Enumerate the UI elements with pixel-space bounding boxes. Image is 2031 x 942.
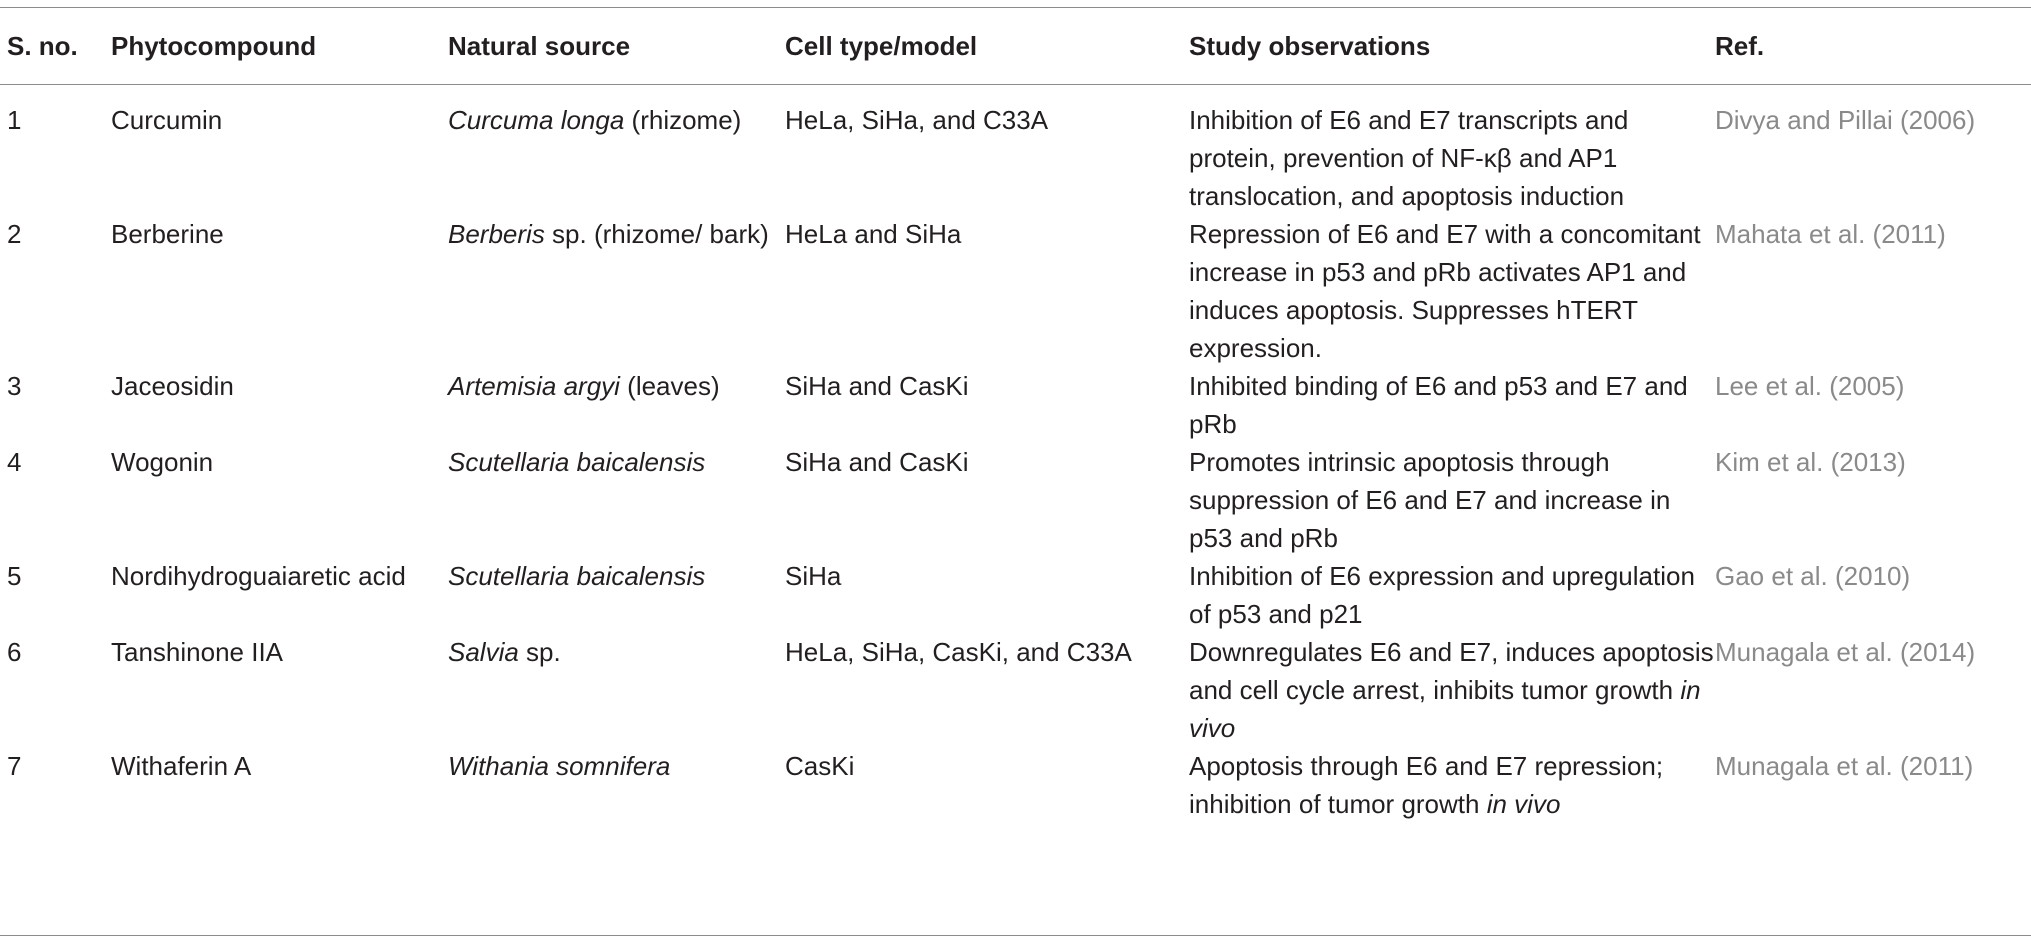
observation-italic: in vivo: [1189, 675, 1701, 743]
natural-source-cell: [448, 557, 785, 633]
header-reference: Ref.: [1715, 31, 1765, 61]
source-species: Salvia: [448, 637, 519, 667]
reference-link[interactable]: Kim et al. (2013): [1715, 447, 1906, 477]
phytocompound-cell: Withaferin A: [111, 751, 252, 781]
observation-text: Inhibition of E6 expression and upregulation of p53 and p21: [1189, 561, 1695, 629]
phytocompound-cell: Tanshinone IIA: [111, 637, 284, 667]
source-species: Withania somnifera: [448, 751, 671, 781]
natural-source-cell: [448, 747, 785, 823]
observation-text: Inhibition of E6 and E7 transcripts and protein, prevention of NF-κβ and AP1 translocation, and apoptosis induction: [1189, 105, 1629, 211]
phytocompound-cell: Berberine: [111, 219, 224, 249]
observation-italic: in vivo: [1486, 789, 1561, 819]
reference-link[interactable]: Divya and Pillai (2006): [1715, 105, 1976, 135]
source-detail: sp.: [518, 637, 561, 667]
natural-source-cell: [448, 443, 785, 557]
source-species: Scutellaria baicalensis: [448, 447, 706, 477]
cell-type-cell: HeLa, SiHa, CasKi, and C33A: [785, 637, 1132, 667]
serial-number-cell: 2: [7, 219, 22, 249]
table-row: [0, 557, 2031, 633]
reference-link[interactable]: Munagala et al. (2011): [1715, 751, 1974, 781]
source-detail: (rhizome): [624, 105, 742, 135]
study-observations-cell: [1189, 633, 1715, 747]
cell-type-cell: CasKi: [785, 751, 855, 781]
serial-number-cell: 5: [7, 561, 22, 591]
phytocompound-table: [0, 8, 2031, 823]
source-species: Artemisia argyi: [448, 371, 620, 401]
header-serial-number: S. no.: [7, 31, 78, 61]
cell-type-cell: SiHa and CasKi: [785, 447, 969, 477]
table-row: [0, 747, 2031, 823]
table-row: [0, 367, 2031, 443]
header-row: [0, 8, 2031, 84]
reference-link[interactable]: Gao et al. (2010): [1715, 561, 1911, 591]
natural-source-cell: [448, 215, 785, 367]
serial-number-cell: 1: [7, 105, 22, 135]
table-row: [0, 84, 2031, 215]
header-study-observations: Study observations: [1189, 31, 1431, 61]
reference-link[interactable]: Munagala et al. (2014): [1715, 637, 1976, 667]
phytocompound-cell: Wogonin: [111, 447, 214, 477]
table-body: [0, 84, 2031, 823]
reference-link[interactable]: Mahata et al. (2011): [1715, 219, 1946, 249]
header-natural-source: Natural source: [448, 31, 631, 61]
source-detail: (leaves): [619, 371, 720, 401]
serial-number-cell: 4: [7, 447, 22, 477]
observation-text: Inhibited binding of E6 and p53 and E7 and pRb: [1189, 371, 1688, 439]
serial-number-cell: 6: [7, 637, 22, 667]
study-observations-cell: [1189, 84, 1715, 215]
observation-text: Repression of E6 and E7 with a concomitant increase in p53 and pRb activates AP1 and induces apoptosis. Suppresses hTERT expression.: [1189, 219, 1701, 363]
cell-type-cell: SiHa: [785, 561, 842, 591]
table-bottom-rule: [0, 935, 2031, 936]
source-species: Scutellaria baicalensis: [448, 561, 706, 591]
table-row: [0, 633, 2031, 747]
cell-type-cell: HeLa and SiHa: [785, 219, 962, 249]
table-row: [0, 215, 2031, 367]
observation-text: Downregulates E6 and E7, induces apoptosis and cell cycle arrest, inhibits tumor growth: [1189, 637, 1714, 705]
phytocompound-cell: Jaceosidin: [111, 371, 234, 401]
phytocompound-cell: Curcumin: [111, 105, 223, 135]
serial-number-cell: 3: [7, 371, 22, 401]
header-phytocompound: Phytocompound: [111, 31, 317, 61]
observation-text: Apoptosis through E6 and E7 repression; inhibition of tumor growth: [1189, 751, 1664, 819]
phytocompound-cell: Nordihydroguaiaretic acid: [111, 561, 406, 591]
cell-type-cell: HeLa, SiHa, and C33A: [785, 105, 1049, 135]
table-row: [0, 443, 2031, 557]
source-detail: sp. (rhizome/ bark): [544, 219, 769, 249]
header-cell-type: Cell type/model: [785, 31, 978, 61]
reference-link[interactable]: Lee et al. (2005): [1715, 371, 1905, 401]
table-header: [0, 8, 2031, 84]
natural-source-cell: [448, 367, 785, 443]
study-observations-cell: [1189, 557, 1715, 633]
study-observations-cell: [1189, 367, 1715, 443]
source-species: Curcuma longa: [448, 105, 625, 135]
serial-number-cell: 7: [7, 751, 22, 781]
natural-source-cell: [448, 633, 785, 747]
cell-type-cell: SiHa and CasKi: [785, 371, 969, 401]
study-observations-cell: [1189, 747, 1715, 823]
study-observations-cell: [1189, 215, 1715, 367]
study-observations-cell: [1189, 443, 1715, 557]
natural-source-cell: [448, 84, 785, 215]
observation-text: Promotes intrinsic apoptosis through suppression of E6 and E7 and increase in p53 and pRb: [1189, 447, 1671, 553]
source-species: Berberis: [448, 219, 545, 249]
